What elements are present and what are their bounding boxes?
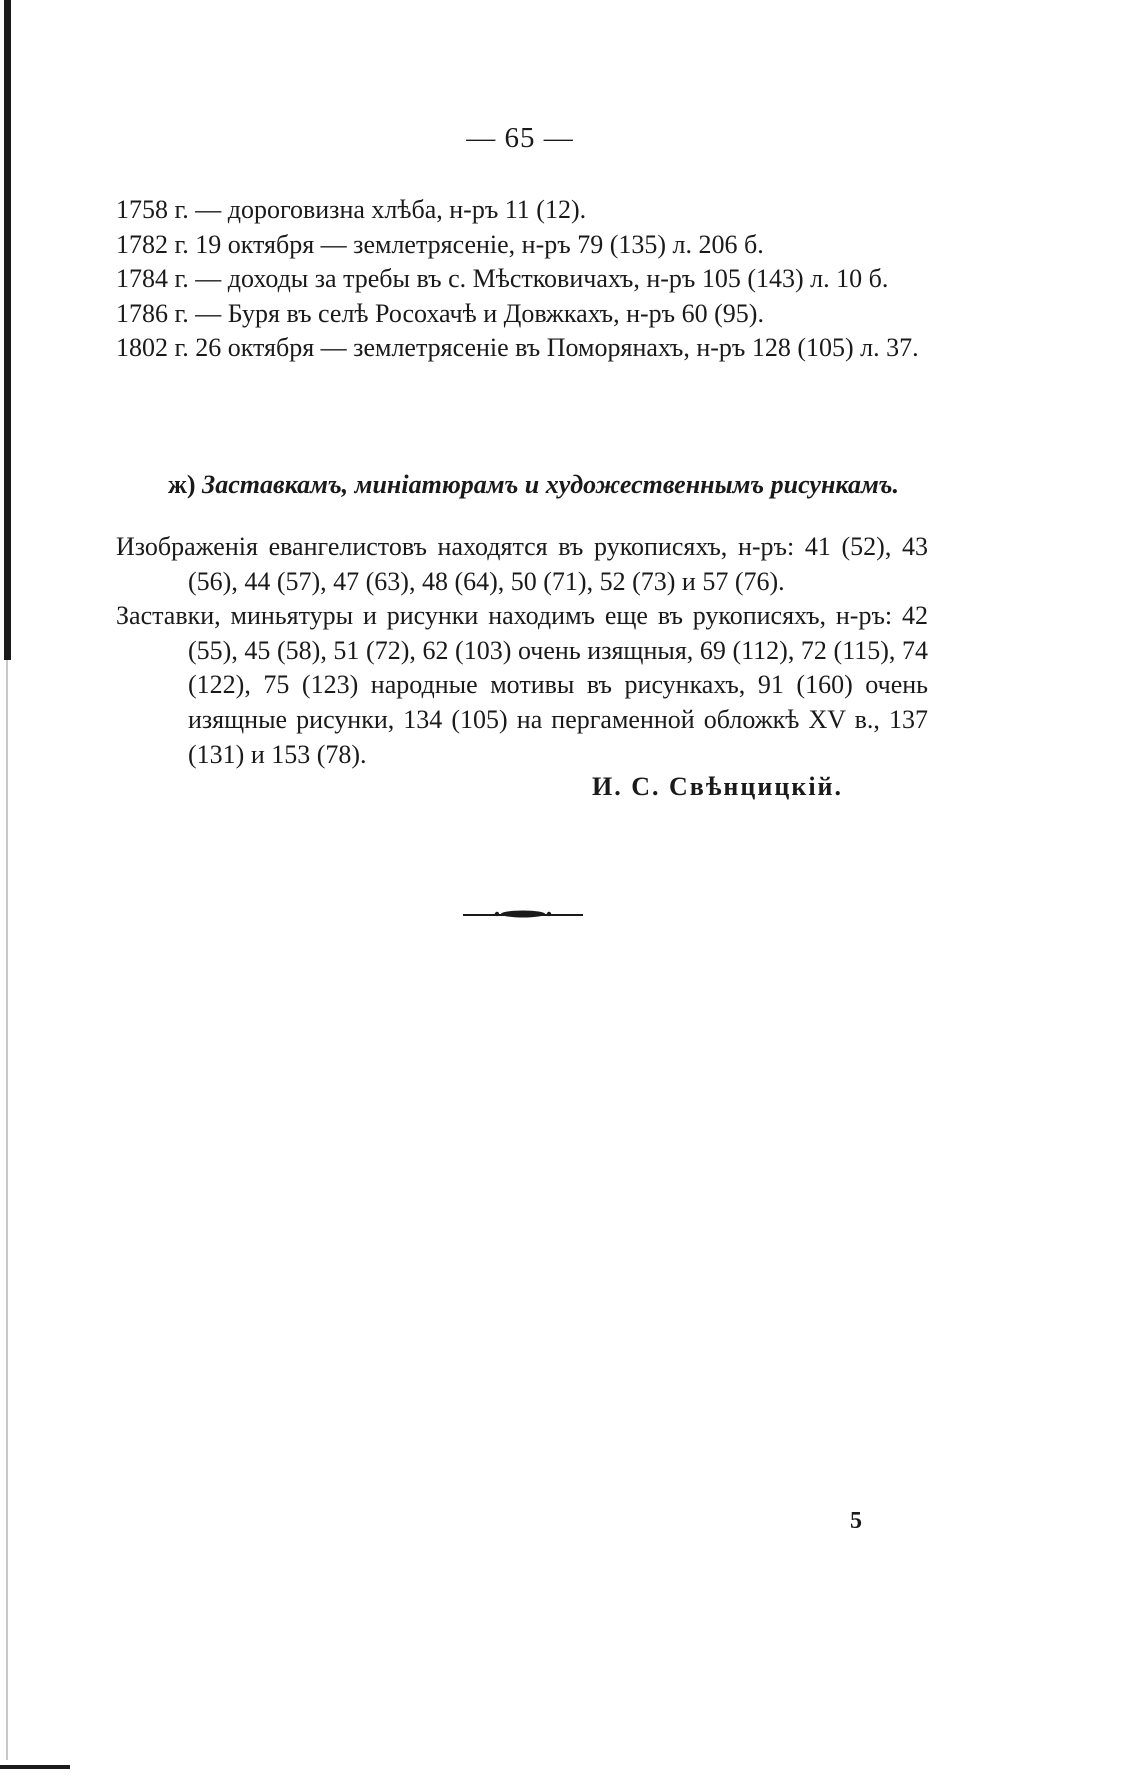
printer-signature-number: 5 <box>850 1508 862 1534</box>
section-heading <box>168 470 899 500</box>
illustrations-paragraph: Изображенія евангелистовъ находятся въ рукописяхъ, н-ръ: 41 (52), 43 (56), 44 (57), 47 (63), 48 (64), 50 (71), 52 (73) и 57 (76). <box>116 532 928 596</box>
chronicle-entry: 1782 г. 19 октября — землетрясеніе, н-ръ 79 (135) л. 206 б. <box>116 229 764 259</box>
chronicle-entry: 1786 г. — Буря въ селѣ Росохачѣ и Довжкахъ, н-ръ 60 (95). <box>116 298 764 328</box>
page-edge-faint-line <box>6 660 8 1760</box>
chronicle-entry: 1784 г. — доходы за требы въ с. Мѣстковичахъ, н-ръ 105 (143) л. 10 б. <box>116 264 889 294</box>
illustrations-paragraphs <box>116 530 928 772</box>
illustrations-paragraph: Заставки, миньятуры и рисунки находимъ еще въ рукописяхъ, н-ръ: 42 (55), 45 (58), 51 (72), 62 (103) очень изящныя, 69 (112), 72 (115), 74 (122), 75 (123) народные мотивы въ рисункахъ, 91 (160) очень изящные рисунки, 134 (105) на пергаменной обложкѣ XV в., 137 (131) и 153 (78). <box>116 601 928 769</box>
section-title: Заставкамъ, миніатюрамъ и художественнымъ рисункамъ. <box>202 470 899 499</box>
page-corner-mark <box>0 1765 70 1769</box>
end-ornament <box>463 906 583 922</box>
author-signature: И. С. Свѣнцицкій. <box>592 772 844 801</box>
chronicle-entry: 1758 г. — дороговизна хлѣба, н-ръ 11 (12). <box>116 195 587 224</box>
page-number: — 65 — <box>466 122 574 154</box>
section-letter: ж) <box>168 470 196 499</box>
chronicle-entries <box>116 193 928 366</box>
chronicle-entry: 1802 г. 26 октября — землетрясеніе въ Поморянахъ, н-ръ 128 (105) л. 37. <box>116 333 919 363</box>
page-edge-shadow <box>4 0 11 660</box>
